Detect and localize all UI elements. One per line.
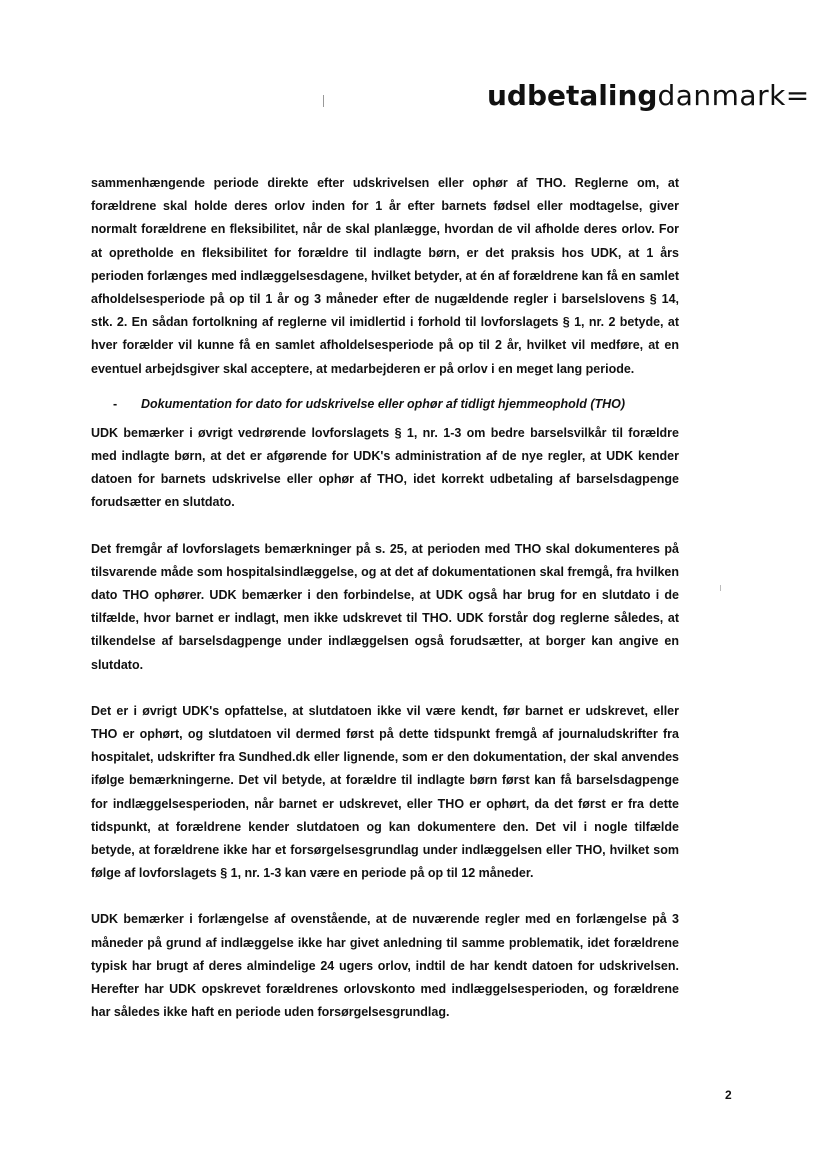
- heading-text: Dokumentation for dato for udskrivelse eller ophør af tidligt hjemmeophold (THO): [141, 396, 626, 411]
- paragraph-5: UDK bemærker i forlængelse af ovenstående, at de nuværende regler med en forlængelse på 3 måneder på grund af indlæggelse ikke har givet anledning til samme problematik, idet forældrene typisk har brugt af deres almindelige 24 ugers orlov, indtil de har kendt datoen for udskrivelsen. Herefter har UDK opskrevet forældrenes orlovskonto med indlæggelsesperioden, og forældrene har således ikke haft en periode uden forsørgelsesgrundlag.: [91, 912, 679, 1020]
- udbetaling-danmark-logo: [487, 79, 810, 113]
- header-mark: [323, 95, 324, 107]
- document-body: [91, 172, 679, 1025]
- section-heading: [91, 393, 679, 416]
- paragraph-1: sammenhængende periode direkte efter udskrivelsen eller ophør af THO. Reglerne om, at forældrene skal holde deres orlov inden for 1 år efter barnets fødsel eller modtagelse, giver normalt forældrene en fleksibilitet, når de skal planlægge, hvordan de vil afholde deres orlov. For at opretholde en fleksibilitet for forældre til indlagte børn, er det praksis hos UDK, at 1 års perioden forlænges med indlæggelsesdagene, hvilket betyder, at én af forældrene kan få en samlet afholdelsesperiode på op til 1 år og 3 måneder efter de nugældende regler i barselslovens § 14, stk. 2. En sådan fortolkning af reglerne vil imidlertid i forhold til lovforslagets § 1, nr. 2 betyde, at hver forælder vil kunne få en samlet afholdelsesperiode på op til 2 år, hvilket vil medføre, at en eventuel arbejdsgiver skal acceptere, at medarbejderen er på orlov i en meget lang periode.: [91, 176, 679, 376]
- paragraph-4: Det er i øvrigt UDK's opfattelse, at slutdatoen ikke vil være kendt, før barnet er udskrevet, eller THO er ophørt, og slutdatoen vil dermed først på dette tidspunkt fremgå af journaludskrifter fra hospitalet, udskrifter fra Sundhed.dk eller lignende, som er den dokumentation, der skal anvendes ifølge bemærkningerne. Det vil betyde, at forældre til indlagte børn først kan få barselsdagpenge for indlæggelsesperioden, når barnet er udskrevet, eller THO er ophørt, da det først er fra dette tidspunkt, at forældrene kender slutdatoen og kan dokumentere den. Det vil i nogle tilfælde betyde, at forældrene ikke har et forsørgelsesgrundlag under indlæggelsen eller THO, hvilket som følge af lovforslagets § 1, nr. 1-3 kan være en periode på op til 12 måneder.: [91, 703, 679, 881]
- paragraph-2: UDK bemærker i øvrigt vedrørende lovforslagets § 1, nr. 1-3 om bedre barselsvilkår til forældre med indlagte børn, at det er afgørende for UDK's administration af de nye regler, at UDK kender datoen for barnets udskrivelse eller ophør af THO, idet korrekt udbetaling af barselsdagpenge forudsætter en slutdato.: [91, 425, 679, 510]
- heading-bullet: -: [113, 396, 118, 411]
- logo-bold-text: udbetaling: [487, 79, 658, 112]
- paragraph-3: Det fremgår af lovforslagets bemærkninger på s. 25, at perioden med THO skal dokumenteres på tilsvarende måde som hospitalsindlæggelse, og at det af dokumentationen skal fremgå, fra hvilken dato THO ophører. UDK bemærker i den forbindelse, at UDK også har brug for en slutdato i de tilfælde, hvor barnet er indlagt, men ikke udskrevet til THO. UDK forstår dog reglerne således, at tilkendelse af barselsdagpenge under indlæggelsen også forudsætter, at borger kan angive en slutdato.: [91, 541, 679, 672]
- logo-light-text: danmark=: [657, 79, 810, 112]
- page-number: 2: [725, 1088, 732, 1102]
- scan-mark: [720, 585, 721, 591]
